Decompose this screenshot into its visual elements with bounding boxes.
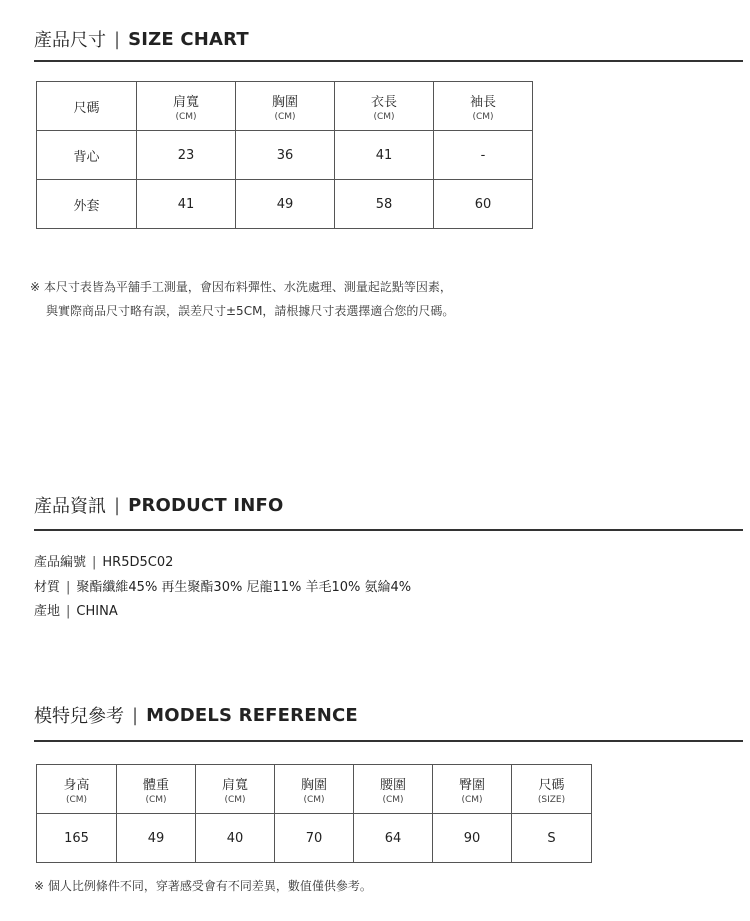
size-cell: 23	[137, 131, 236, 180]
model-cell: 90	[433, 814, 512, 863]
product-code-value: HR5D5C02	[102, 555, 174, 570]
product-info-title	[34, 492, 284, 518]
size-header-cell: 肩寬 (CM)	[137, 82, 236, 131]
size-chart-rule	[34, 60, 743, 62]
model-header-cell: 肩寬 (CM)	[196, 765, 275, 814]
info-separator: |	[92, 555, 97, 570]
title-separator: |	[132, 704, 139, 726]
size-cell: 背心	[37, 131, 137, 180]
model-header-cell: 尺碼 (SIZE)	[512, 765, 592, 814]
origin-line	[34, 600, 118, 619]
size-cell: 41	[137, 180, 236, 229]
model-cell: 165	[37, 814, 117, 863]
table-row	[37, 180, 533, 229]
models-header-row	[37, 765, 592, 814]
size-header-cell: 袖長 (CM)	[434, 82, 533, 131]
model-header-cell: 體重 (CM)	[117, 765, 196, 814]
size-cell: 58	[335, 180, 434, 229]
size-chart-header-row	[37, 82, 533, 131]
material-label: 材質	[34, 580, 61, 595]
table-row	[37, 131, 533, 180]
material-value: 聚酯纖維45% 再生聚酯30% 尼龍11% 羊毛10% 氨綸4%	[76, 580, 412, 595]
size-chart-title-zh: 產品尺寸	[34, 30, 106, 51]
origin-label: 產地	[34, 604, 61, 619]
title-separator: |	[114, 494, 121, 516]
size-cell: 60	[434, 180, 533, 229]
size-note-line-2: 與實際商品尺寸略有誤，誤差尺寸±5CM，請根據尺寸表選擇適合您的尺碼。	[46, 304, 455, 318]
models-reference-title	[34, 702, 358, 728]
size-cell: 49	[236, 180, 335, 229]
model-header-cell: 胸圍 (CM)	[275, 765, 354, 814]
size-cell: 外套	[37, 180, 137, 229]
info-separator: |	[66, 604, 71, 619]
models-note: ※ 個人比例條件不同，穿著感受會有不同差異，數值僅供參考。	[34, 879, 372, 893]
product-info-rule	[34, 529, 743, 531]
size-header-cell: 尺碼	[37, 82, 137, 131]
title-separator: |	[114, 28, 121, 50]
table-row	[37, 814, 592, 863]
model-header-cell: 身高 (CM)	[37, 765, 117, 814]
model-header-cell: 腰圍 (CM)	[354, 765, 433, 814]
product-info-title-zh: 產品資訊	[34, 496, 106, 517]
origin-value: CHINA	[76, 604, 118, 619]
size-cell: 36	[236, 131, 335, 180]
product-code-line	[34, 551, 173, 570]
material-line	[34, 576, 411, 595]
info-separator: |	[66, 580, 71, 595]
product-info-title-en: PRODUCT INFO	[128, 494, 284, 516]
model-cell: 64	[354, 814, 433, 863]
size-cell: -	[434, 131, 533, 180]
size-header-cell: 胸圍 (CM)	[236, 82, 335, 131]
models-reference-title-en: MODELS REFERENCE	[146, 704, 358, 726]
size-header-cell: 衣長 (CM)	[335, 82, 434, 131]
models-reference-title-zh: 模特兒參考	[34, 706, 124, 727]
size-cell: 41	[335, 131, 434, 180]
model-cell: 70	[275, 814, 354, 863]
model-cell: 40	[196, 814, 275, 863]
size-chart-title-en: SIZE CHART	[128, 28, 249, 50]
size-chart-table	[36, 81, 533, 229]
models-reference-rule	[34, 740, 743, 742]
model-cell: S	[512, 814, 592, 863]
size-chart-title	[34, 26, 249, 52]
models-reference-table	[36, 764, 592, 863]
product-code-label: 產品編號	[34, 555, 87, 570]
model-header-cell: 臀圍 (CM)	[433, 765, 512, 814]
model-cell: 49	[117, 814, 196, 863]
size-note-line-1: ※ 本尺寸表皆為平舖手工測量，會因布料彈性、水洗處理、測量起訖點等因素，	[30, 280, 452, 294]
